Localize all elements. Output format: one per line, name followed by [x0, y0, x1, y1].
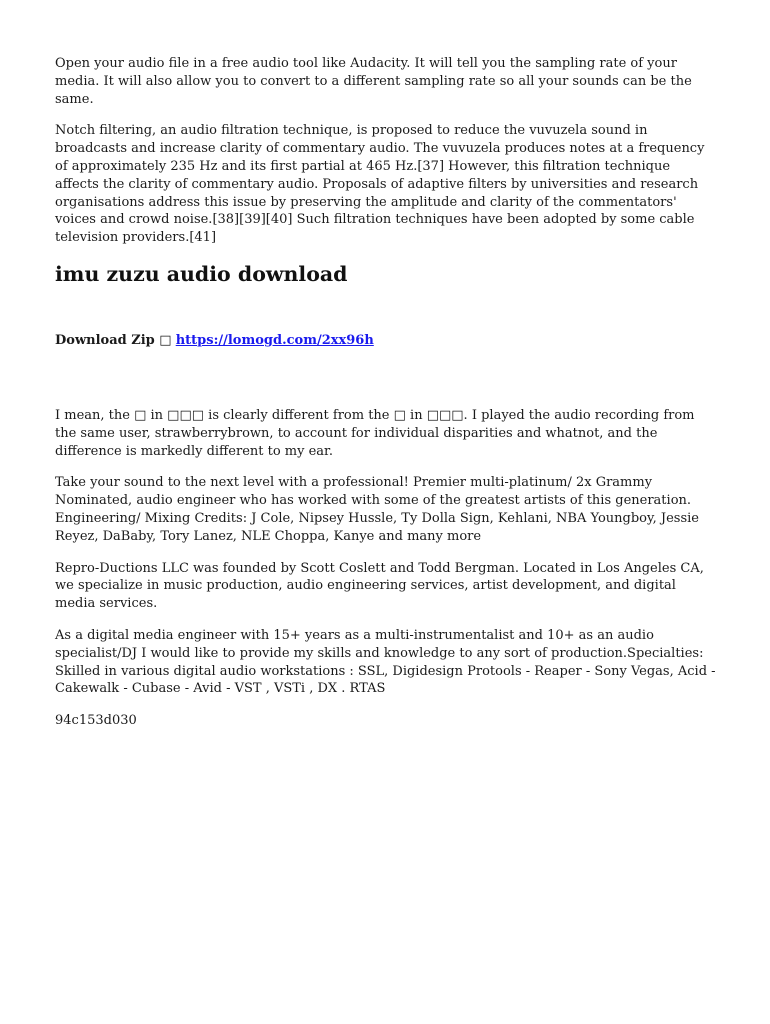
intro-paragraph-notch-filtering: Notch filtering, an audio filtration technique, is proposed to reduce the vuvuzela sound in broadcasts and increase clarity of commentary audio. The vuvuzela produces notes at a frequency of approximately 235 Hz and its first partial at 465 Hz.[37] However, this filtration technique affects the clarity of commentary audio. Proposals of adaptive filters by universities and research organisations address this issue by preserving the amplitude and clarity of the commentators' voices and crowd noise.[38][39][40] Such filtration techniques have been adopted by some cable television providers.[41]	[55, 123, 705, 246]
body-paragraph-digital-media-engineer: As a digital media engineer with 15+ years as a multi-instrumentalist and 10+ as an audio specialist/DJ I would like to provide my skills and knowledge to any sort of production.Specialties: Skilled in various digital audio workstations : SSL, Digidesign Protools - Reaper - Sony Vegas, Acid - Cakewalk - Cubase - Avid - VST , VSTi , DX . RTAS	[55, 627, 716, 697]
download-label: Download Zip □	[55, 332, 172, 348]
intro-paragraph-audacity: Open your audio file in a free audio tool like Audacity. It will tell you the sampling rate of your media. It will also allow you to convert to a different sampling rate so all your sounds can be the same.	[55, 56, 692, 107]
spacer	[55, 350, 717, 407]
download-line	[55, 332, 717, 350]
body-paragraph-repro-ductions: Repro-Ductions LLC was founded by Scott Coslett and Todd Bergman. Located in Los Angeles CA, we specialize in music production, audio engineering services, artist development, and digital media services.	[55, 560, 704, 612]
hash-code: 94c153d030	[55, 713, 137, 729]
body-paragraph-grammy: Take your sound to the next level with a professional! Premier multi-platinum/ 2x Grammy Nominated, audio engineer who has worked with some of the greatest artists of this generation. Engineering/ Mixing Credits: J Cole, Nipsey Hussle, Ty Dolla Sign, Kehlani, NBA Youngboy, Jessie Reyez, DaBaby, Tory Lanez, NLE Choppa, Kanye and many more	[55, 475, 699, 544]
page-title: imu zuzu audio download	[55, 261, 348, 286]
document-page	[55, 55, 717, 730]
download-link[interactable]: https://lomogd.com/2xx96h	[175, 332, 374, 348]
body-paragraph-comparison: I mean, the □ in □□□ is clearly different from the □ in □□□. I played the audio recording from the same user, strawberrybrown, to account for individual disparities and whatnot, and the difference is markedly different to my ear.	[55, 407, 695, 459]
